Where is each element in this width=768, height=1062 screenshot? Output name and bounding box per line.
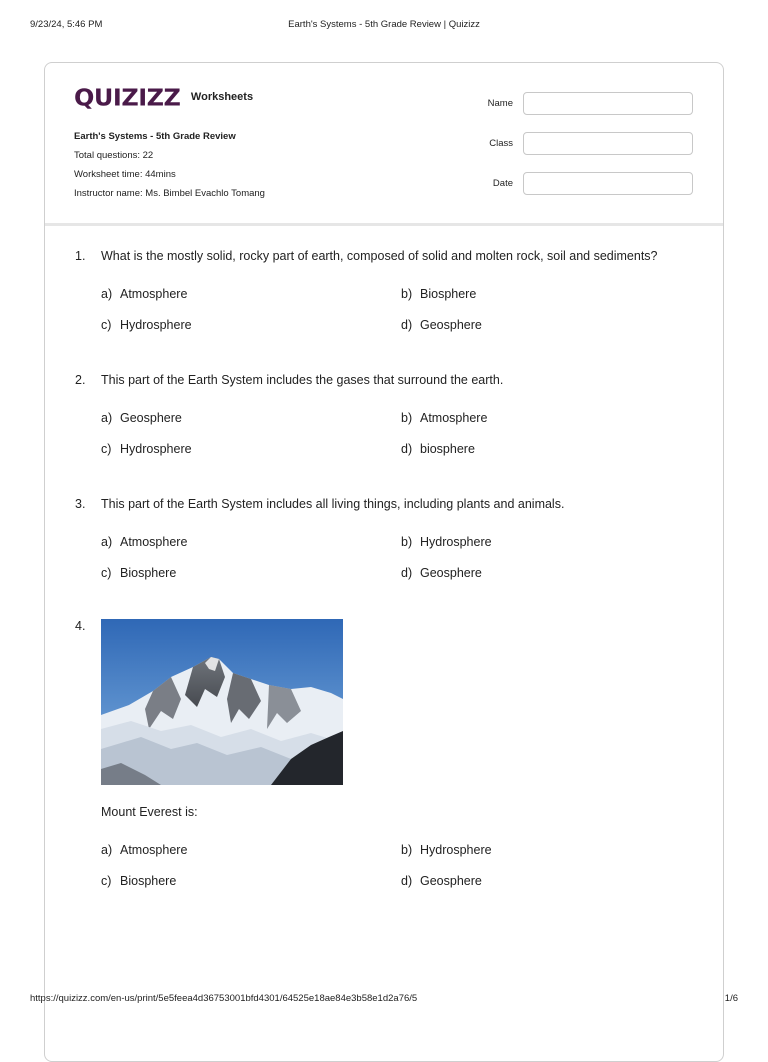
- option-letter: c): [101, 566, 112, 580]
- question-number: 4.: [75, 619, 86, 633]
- option-letter: b): [401, 843, 413, 857]
- option-letter: c): [101, 442, 112, 456]
- option-text: Hydrosphere: [120, 318, 192, 332]
- option-letter: d): [401, 318, 413, 332]
- option-letter: b): [401, 535, 413, 549]
- print-url: https://quizizz.com/en-us/print/5e5feea4d36753001bfd4301/64525e18ae84e3b58e1d2a76/5: [30, 993, 418, 1004]
- question-number: 2.: [75, 373, 86, 387]
- option-text: Biosphere: [420, 287, 477, 301]
- total-questions: Total questions: 22: [74, 150, 154, 161]
- option-text: Atmosphere: [120, 535, 188, 549]
- option-b: [401, 411, 487, 425]
- quizizz-logo: QUIZIZZ: [74, 84, 181, 112]
- question-4: [75, 619, 695, 888]
- instructor-name: Instructor name: Ms. Bimbel Evachlo Tomang: [74, 188, 265, 199]
- option-text: Geosphere: [420, 566, 482, 580]
- logo-subtitle: Worksheets: [190, 91, 254, 103]
- worksheet-title: Earth's Systems - 5th Grade Review: [74, 131, 236, 142]
- mount-everest-image: [101, 619, 343, 785]
- option-letter: a): [101, 535, 113, 549]
- question-head: [75, 497, 695, 517]
- option-text: Atmosphere: [420, 411, 488, 425]
- page-number: 1/6: [724, 993, 738, 1004]
- option-d: [401, 442, 475, 456]
- logo-row: [74, 84, 253, 110]
- option-letter: a): [101, 287, 113, 301]
- option-text: biosphere: [420, 442, 475, 456]
- option-letter: b): [401, 287, 413, 301]
- option-letter: a): [101, 411, 113, 425]
- date-field-row: [463, 172, 693, 196]
- option-text: Hydrosphere: [120, 442, 192, 456]
- class-field-row: [463, 132, 693, 156]
- question-2: [75, 373, 695, 456]
- option-b: [401, 843, 492, 857]
- question-text: Mount Everest is:: [101, 805, 198, 819]
- option-text: Hydrosphere: [420, 843, 492, 857]
- name-field[interactable]: [523, 92, 693, 115]
- class-label: Class: [489, 138, 513, 149]
- question-text: This part of the Earth System includes all living things, including plants and animals.: [101, 497, 565, 511]
- option-text: Atmosphere: [120, 287, 188, 301]
- option-a: [101, 287, 187, 301]
- worksheet-meta: [74, 127, 265, 203]
- print-footer: [30, 993, 738, 1007]
- print-doc-title: Earth's Systems - 5th Grade Review | Quizizz: [288, 19, 480, 30]
- option-text: Geosphere: [420, 318, 482, 332]
- option-letter: c): [101, 318, 112, 332]
- date-label: Date: [492, 178, 513, 189]
- question-text: This part of the Earth System includes the gases that surround the earth.: [101, 373, 504, 387]
- option-text: Biosphere: [120, 566, 177, 580]
- name-field-row: [463, 92, 693, 116]
- option-text: Geosphere: [120, 411, 182, 425]
- option-a: [101, 535, 187, 549]
- question-number: 3.: [75, 497, 86, 511]
- worksheet-header: [45, 63, 723, 226]
- option-text: Atmosphere: [120, 843, 188, 857]
- option-b: [401, 287, 476, 301]
- option-text: Geosphere: [420, 874, 482, 888]
- print-header: [30, 19, 738, 33]
- option-d: [401, 318, 482, 332]
- question-head-text: [75, 805, 695, 825]
- option-letter: c): [101, 874, 112, 888]
- option-c: [101, 874, 176, 888]
- date-field[interactable]: [523, 172, 693, 195]
- option-d: [401, 874, 482, 888]
- option-b: [401, 535, 492, 549]
- worksheet-card: [44, 62, 724, 1062]
- option-a: [101, 843, 187, 857]
- option-letter: d): [401, 442, 413, 456]
- option-c: [101, 566, 176, 580]
- class-field[interactable]: [523, 132, 693, 155]
- question-text: What is the mostly solid, rocky part of earth, composed of solid and molten rock, soil and sediments?: [101, 249, 658, 263]
- option-c: [101, 318, 192, 332]
- question-head: [75, 249, 695, 269]
- option-text: Biosphere: [120, 874, 177, 888]
- name-label: Name: [487, 98, 513, 109]
- question-1: [75, 249, 695, 332]
- question-head: [75, 373, 695, 393]
- option-letter: a): [101, 843, 113, 857]
- option-a: [101, 411, 182, 425]
- option-letter: d): [401, 874, 413, 888]
- option-letter: d): [401, 566, 413, 580]
- option-letter: b): [401, 411, 413, 425]
- print-date-time: 9/23/24, 5:46 PM: [30, 19, 103, 30]
- option-text: Hydrosphere: [420, 535, 492, 549]
- option-d: [401, 566, 482, 580]
- question-number: 1.: [75, 249, 86, 263]
- worksheet-time: Worksheet time: 44mins: [74, 169, 176, 180]
- question-3: [75, 497, 695, 580]
- option-c: [101, 442, 192, 456]
